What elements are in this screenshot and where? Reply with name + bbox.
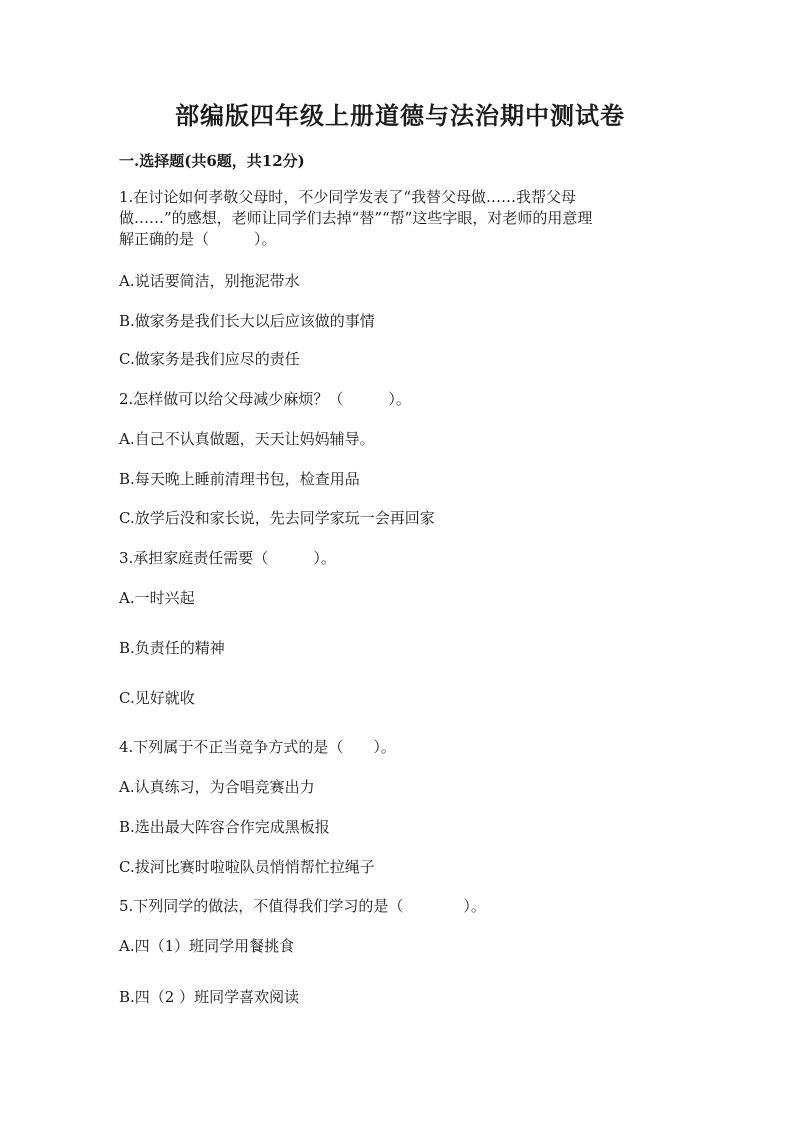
question-4-option-a: A.认真练习，为合唱竞赛出力 — [119, 778, 315, 796]
question-1-stem-line-2: 做……”的感想，老师让同学们去掉“替”“帮”这些字眼，对老师的用意理 — [119, 209, 593, 227]
question-1-stem-line-3: 解正确的是（ ）。 — [119, 230, 277, 248]
question-3-option-b: B.负责任的精神 — [119, 639, 225, 657]
document-title: 部编版四年级上册道德与法治期中测试卷 — [175, 101, 625, 130]
question-1-stem-line-1: 1.在讨论如何孝敬父母时，不少同学发表了“我替父母做……我帮父母 — [119, 188, 576, 206]
question-4-option-b: B.选出最大阵容合作完成黑板报 — [119, 818, 330, 836]
question-5-option-a: A.四（1）班同学用餐挑食 — [119, 937, 295, 955]
question-2-option-a: A.自己不认真做题，天天让妈妈辅导。 — [119, 430, 375, 448]
question-1-option-c: C.做家务是我们应尽的责任 — [119, 350, 300, 368]
question-1-option-a: A.说话要简洁，别拖泥带水 — [119, 272, 300, 290]
question-3-option-c: C.见好就收 — [119, 689, 195, 707]
question-4-option-c: C.拔河比赛时啦啦队员悄悄帮忙拉绳子 — [119, 858, 375, 876]
question-1-option-b: B.做家务是我们长大以后应该做的事情 — [119, 312, 375, 330]
question-1-stem — [119, 187, 679, 250]
question-3-stem: 3.承担家庭责任需要（ ）。 — [119, 549, 336, 567]
question-5-stem: 5.下列同学的做法，不值得我们学习的是（ ）。 — [119, 897, 486, 915]
section-heading: 一.选择题(共6题，共12分) — [119, 152, 305, 170]
question-5-option-b: B.四（2 ）班同学喜欢阅读 — [119, 988, 300, 1006]
question-2-option-b: B.每天晚上睡前清理书包，检查用品 — [119, 470, 360, 488]
question-2-option-c: C.放学后没和家长说，先去同学家玩一会再回家 — [119, 509, 435, 527]
question-4-stem: 4.下列属于不正当竞争方式的是（ ）。 — [119, 738, 396, 756]
question-2-stem: 2.怎样做可以给父母减少麻烦？（ ）。 — [119, 390, 411, 408]
question-3-option-a: A.一时兴起 — [119, 589, 195, 607]
